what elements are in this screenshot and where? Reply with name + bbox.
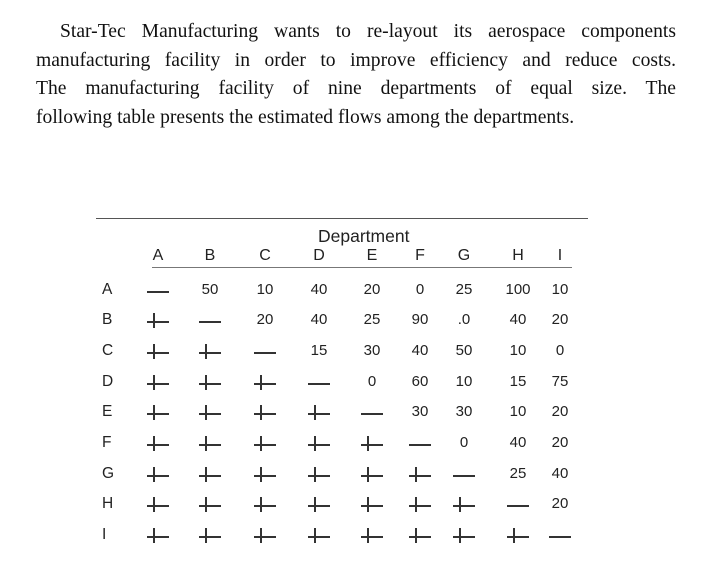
separator-bar — [153, 497, 155, 512]
empty-dash — [147, 413, 169, 415]
empty-dash — [308, 413, 330, 415]
table-cell: 40 — [551, 465, 569, 482]
separator-bar — [367, 467, 369, 482]
separator-bar — [153, 405, 155, 420]
empty-dash — [147, 383, 169, 385]
separator-bar — [205, 467, 207, 482]
table-cell: 20 — [256, 311, 274, 328]
empty-dash — [453, 536, 475, 538]
separator-bar — [415, 467, 417, 482]
empty-dash — [361, 536, 383, 538]
diagonal-dash — [507, 505, 529, 507]
diagonal-dash — [453, 475, 475, 477]
separator-bar — [314, 497, 316, 512]
empty-dash — [453, 505, 475, 507]
empty-dash — [199, 383, 221, 385]
table-cell: 10 — [551, 281, 569, 298]
diagonal-dash — [409, 444, 431, 446]
table-cell: 40 — [310, 311, 328, 328]
separator-bar — [153, 467, 155, 482]
table-cell: 40 — [509, 434, 527, 451]
separator-bar — [367, 528, 369, 543]
separator-bar — [260, 405, 262, 420]
column-header-e: E — [366, 247, 378, 264]
diagonal-dash — [199, 321, 221, 323]
column-header-d: D — [313, 247, 325, 264]
separator-bar — [260, 436, 262, 451]
paragraph-line: manufacturing facility in order to improve efficiency and reduce costs. — [36, 49, 676, 71]
separator-bar — [153, 528, 155, 543]
table-cell: 30 — [363, 342, 381, 359]
separator-bar — [314, 528, 316, 543]
diagonal-dash — [147, 291, 169, 293]
column-header-f: F — [415, 247, 425, 264]
table-cell: 10 — [509, 403, 527, 420]
column-header-a: A — [152, 247, 164, 264]
empty-dash — [254, 505, 276, 507]
table-cell: 25 — [363, 311, 381, 328]
empty-dash — [147, 444, 169, 446]
header-rule — [152, 267, 572, 268]
empty-dash — [254, 536, 276, 538]
empty-dash — [199, 505, 221, 507]
table-cell: 20 — [363, 281, 381, 298]
diagonal-dash — [361, 413, 383, 415]
table-cell: 75 — [551, 373, 569, 390]
column-header-g: G — [457, 247, 471, 264]
separator-bar — [260, 528, 262, 543]
column-header-h: H — [512, 247, 524, 264]
table-cell: 40 — [411, 342, 429, 359]
empty-dash — [254, 444, 276, 446]
empty-dash — [254, 475, 276, 477]
table-cell: 0 — [415, 281, 425, 298]
table-cell: 25 — [455, 281, 473, 298]
empty-dash — [254, 383, 276, 385]
column-header-c: C — [259, 247, 271, 264]
table-cell: 60 — [411, 373, 429, 390]
separator-bar — [513, 528, 515, 543]
empty-dash — [147, 505, 169, 507]
row-label-c: C — [102, 342, 114, 359]
table-cell: 10 — [256, 281, 274, 298]
separator-bar — [153, 436, 155, 451]
row-label-h: H — [102, 495, 114, 512]
table-cell: 0 — [367, 373, 377, 390]
empty-dash — [308, 475, 330, 477]
empty-dash — [308, 536, 330, 538]
empty-dash — [147, 321, 169, 323]
table-cell: 0 — [459, 434, 469, 451]
empty-dash — [254, 413, 276, 415]
table-cell: .0 — [457, 311, 471, 328]
separator-bar — [153, 375, 155, 390]
empty-dash — [199, 444, 221, 446]
table-cell: 30 — [411, 403, 429, 420]
separator-bar — [153, 313, 155, 328]
table-cell: 0 — [555, 342, 565, 359]
separator-bar — [314, 405, 316, 420]
separator-bar — [205, 436, 207, 451]
empty-dash — [199, 413, 221, 415]
separator-bar — [260, 467, 262, 482]
empty-dash — [409, 475, 431, 477]
empty-dash — [507, 536, 529, 538]
empty-dash — [361, 505, 383, 507]
table-cell: 90 — [411, 311, 429, 328]
empty-dash — [409, 536, 431, 538]
paragraph-line: The manufacturing facility of nine departments of equal size. The — [36, 78, 676, 99]
empty-dash — [199, 475, 221, 477]
diagonal-dash — [308, 383, 330, 385]
empty-dash — [199, 352, 221, 354]
separator-bar — [367, 436, 369, 451]
table-cell: 15 — [310, 342, 328, 359]
separator-bar — [205, 528, 207, 543]
table-cell: 100 — [505, 281, 531, 298]
separator-bar — [205, 344, 207, 359]
table-cell: 25 — [509, 465, 527, 482]
diagonal-dash — [254, 352, 276, 354]
row-label-i: I — [102, 526, 107, 543]
separator-bar — [415, 528, 417, 543]
column-header-i: I — [557, 247, 563, 264]
separator-bar — [415, 497, 417, 512]
column-header-b: B — [204, 247, 216, 264]
diagonal-dash — [549, 536, 571, 538]
empty-dash — [147, 352, 169, 354]
table-top-rule — [96, 218, 588, 219]
table-cell: 15 — [509, 373, 527, 390]
table-title: Department — [318, 226, 410, 246]
separator-bar — [205, 497, 207, 512]
paragraph-line: following table presents the estimated flows among the departments. — [36, 106, 575, 128]
table-cell: 10 — [455, 373, 473, 390]
separator-bar — [314, 436, 316, 451]
table-cell: 20 — [551, 311, 569, 328]
separator-bar — [459, 497, 461, 512]
table-cell: 30 — [455, 403, 473, 420]
row-label-g: G — [102, 465, 115, 482]
empty-dash — [409, 505, 431, 507]
separator-bar — [153, 344, 155, 359]
row-label-b: B — [102, 311, 113, 328]
row-label-f: F — [102, 434, 112, 451]
table-cell: 50 — [455, 342, 473, 359]
paragraph-line: Star-Tec Manufacturing wants to re-layout its aerospace components — [60, 21, 676, 42]
table-cell: 40 — [310, 281, 328, 298]
separator-bar — [260, 497, 262, 512]
separator-bar — [459, 528, 461, 543]
table-cell: 40 — [509, 311, 527, 328]
table-cell: 10 — [509, 342, 527, 359]
row-label-d: D — [102, 373, 114, 390]
empty-dash — [308, 505, 330, 507]
separator-bar — [367, 497, 369, 512]
separator-bar — [205, 405, 207, 420]
empty-dash — [147, 475, 169, 477]
empty-dash — [199, 536, 221, 538]
table-cell: 20 — [551, 495, 569, 512]
empty-dash — [361, 444, 383, 446]
separator-bar — [205, 375, 207, 390]
empty-dash — [308, 444, 330, 446]
empty-dash — [147, 536, 169, 538]
table-cell: 20 — [551, 403, 569, 420]
separator-bar — [260, 375, 262, 390]
separator-bar — [314, 467, 316, 482]
empty-dash — [361, 475, 383, 477]
row-label-e: E — [102, 403, 113, 420]
table-cell: 20 — [551, 434, 569, 451]
table-cell: 50 — [201, 281, 219, 298]
row-label-a: A — [102, 281, 113, 298]
